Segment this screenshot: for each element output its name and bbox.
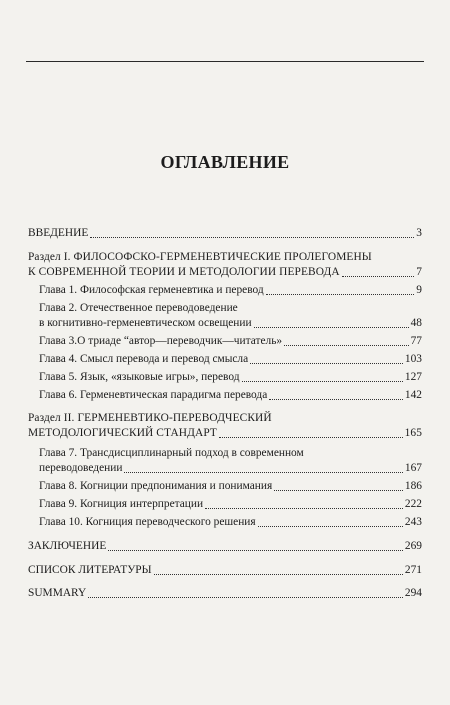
toc-entry-page: 9 [416, 284, 422, 296]
toc-entry-label: Глава 9. Когниция интерпретации [39, 498, 204, 510]
toc-entry-page: 243 [404, 516, 422, 528]
section-2-heading-line1: Раздел II. ГЕРМЕНЕВТИКО-ПЕРЕВОДЧЕСКИЙ [28, 412, 272, 424]
dot-leader [90, 237, 414, 238]
toc-entry-label: переводоведении [39, 462, 123, 474]
section-1-heading-line1: Раздел I. ФИЛОСОФСКО-ГЕРМЕНЕВТИЧЕСКИЕ ПРОЛЕГОМЕНЫ [28, 251, 372, 263]
toc-entry-chapter-6[interactable] [28, 388, 422, 403]
toc-entry-page: 271 [404, 564, 422, 576]
toc-entry-label: Глава 6. Герменевтическая парадигма перевода [39, 389, 268, 401]
toc-entry-label: Глава 3.О триаде “автор—переводчик—читатель» [39, 335, 283, 347]
toc-entry-label: Глава 10. Когниция переводческого решения [39, 516, 256, 528]
toc-entry-chapter-2[interactable] [28, 316, 422, 331]
toc-entry-label: Глава 5. Язык, «языковые игры», перевод [39, 371, 240, 383]
toc-entry-chapter-9[interactable] [28, 497, 422, 512]
toc-entry-label: Глава 1. Философская герменевтика и перевод [39, 284, 264, 296]
dot-leader [254, 327, 409, 328]
toc-entry-bibliography[interactable] [28, 563, 422, 578]
dot-leader [284, 345, 408, 346]
dot-leader [258, 526, 403, 527]
toc-entry-chapter-1[interactable] [28, 283, 422, 298]
toc-entry-label: в когнитивно-герменевтическом освещении [39, 317, 252, 329]
dot-leader [88, 597, 403, 598]
toc-entry-chapter-4[interactable] [28, 352, 422, 367]
toc-entry-page: 77 [410, 335, 422, 347]
toc-entry-label: Глава 4. Смысл перевода и перевод смысла [39, 353, 249, 365]
toc-entry-chapter-3[interactable] [28, 334, 422, 349]
toc-entry-label: Глава 8. Когниции предпонимания и понимания [39, 480, 273, 492]
dot-leader [219, 437, 403, 438]
toc-entry-page: 127 [404, 371, 422, 383]
toc-entry-page: 142 [404, 389, 422, 401]
toc-entry-intro[interactable] [28, 226, 422, 241]
toc-entry-chapter-7[interactable] [28, 461, 422, 476]
toc-entry-label: МЕТОДОЛОГИЧЕСКИЙ СТАНДАРТ [28, 427, 217, 439]
dot-leader [342, 276, 415, 277]
toc-entry-page: 294 [404, 587, 422, 599]
toc-entry-section-1[interactable] [28, 265, 422, 280]
toc-entry-conclusion[interactable] [28, 539, 422, 554]
toc-entry-chapter-8[interactable] [28, 479, 422, 494]
dot-leader [154, 574, 403, 575]
header-rule [26, 61, 424, 62]
toc-entry-page: 269 [404, 540, 422, 552]
toc-entry-page: 222 [404, 498, 422, 510]
dot-leader [250, 363, 403, 364]
dot-leader [266, 294, 415, 295]
page-title: ОГЛАВЛЕНИЕ [160, 152, 290, 172]
toc-entry-chapter-5[interactable] [28, 370, 422, 385]
toc-entry-section-2[interactable] [28, 426, 422, 441]
toc-entry-chapter-10[interactable] [28, 515, 422, 530]
toc-entry-page: 7 [416, 266, 422, 278]
toc-entry-label: СПИСОК ЛИТЕРАТУРЫ [28, 564, 152, 576]
dot-leader [242, 381, 403, 382]
toc-entry-page: 48 [410, 317, 422, 329]
dot-leader [274, 490, 403, 491]
toc-entry-label: ЗАКЛЮЧЕНИЕ [28, 540, 107, 552]
dot-leader [108, 550, 403, 551]
toc-entry-page: 165 [404, 427, 422, 439]
toc-entry-summary[interactable] [28, 586, 422, 601]
toc-entry-page: 167 [404, 462, 422, 474]
toc-entry-label: ВВЕДЕНИЕ [28, 227, 89, 239]
dot-leader [205, 508, 403, 509]
toc-entry-page: 3 [416, 227, 422, 239]
toc-entry-page: 103 [404, 353, 422, 365]
toc-entry-label: SUMMARY [28, 587, 87, 599]
chapter-7-label-line1: Глава 7. Трансдисциплинарный подход в современном [39, 447, 304, 459]
toc-entry-page: 186 [404, 480, 422, 492]
chapter-2-label-line1: Глава 2. Отечественное переводоведение [39, 302, 238, 314]
toc-entry-label: К СОВРЕМЕННОЙ ТЕОРИИ И МЕТОДОЛОГИИ ПЕРЕВОДА [28, 266, 340, 278]
dot-leader [269, 399, 403, 400]
dot-leader [124, 472, 402, 473]
